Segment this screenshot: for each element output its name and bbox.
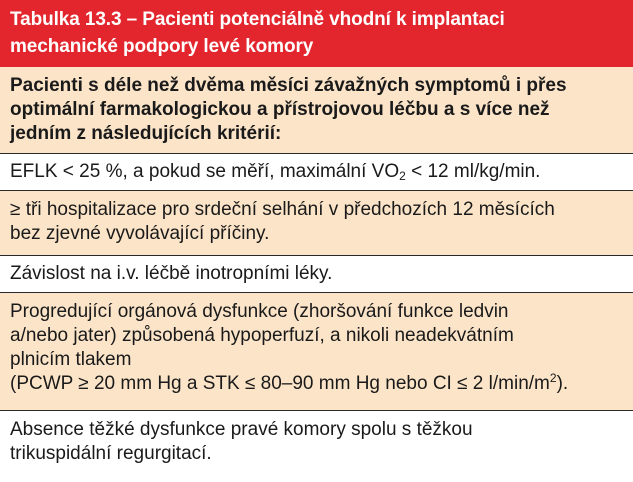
table-row-eflk (0, 154, 633, 191)
hosp-line-2: bez zjevné vyvolávající příčiny. (10, 223, 270, 244)
rv-line-2: trikuspidální regurgitací. (10, 443, 212, 464)
table-row-iv-dependence (0, 256, 633, 293)
hosp-line-1: ≥ tři hospitalizace pro srdeční selhání v předchozích 12 měsících (10, 199, 555, 220)
table-caption (0, 0, 633, 67)
eflk-line (10, 160, 623, 184)
table-row-rv-dysfunction (0, 411, 633, 482)
table-row-hospitalizations (0, 191, 633, 256)
iv-line-1: Závislost na i.v. léčbě inotropními léky. (10, 263, 333, 284)
organ-superscript: 2 (549, 371, 557, 385)
eflk-subscript: 2 (399, 169, 406, 183)
organ-line-1: Progredující orgánová dysfunkce (zhoršování funkce ledvin (10, 301, 509, 322)
table-row-organ-dysfunction (0, 293, 633, 411)
table-row-intro (0, 67, 633, 154)
caption-line-2: mechanické podpory levé komory (10, 36, 314, 57)
organ-line-4 (10, 372, 623, 396)
intro-line-3: jedním z následujících kritérií: (10, 123, 282, 144)
organ-line-4-a: (PCWP ≥ 20 mm Hg a STK ≤ 80–90 mm Hg nebo CI ≤ 2 l/min/m (10, 373, 550, 394)
caption-line-1: Tabulka 13.3 – Pacienti potenciálně vhodní k implantaci (10, 9, 505, 30)
intro-line-1: Pacienti s déle než dvěma měsíci závažných symptomů i přes (10, 75, 567, 96)
organ-line-3: plnicím tlakem (10, 349, 132, 370)
organ-line-4-b: ). (556, 373, 569, 394)
eflk-text-b: < 12 ml/kg/min. (405, 161, 541, 182)
eflk-text-a: EFLK < 25 %, a pokud se měří, maximální VO (10, 161, 400, 182)
rv-line-1: Absence těžké dysfunkce pravé komory spolu s těžkou (10, 419, 473, 440)
intro-line-2: optimální farmakologickou a přístrojovou léčbu a s více než (10, 99, 550, 120)
organ-line-2: a/nebo jater) způsobená hypoperfuzí, a nikoli neadekvátním (10, 325, 514, 346)
